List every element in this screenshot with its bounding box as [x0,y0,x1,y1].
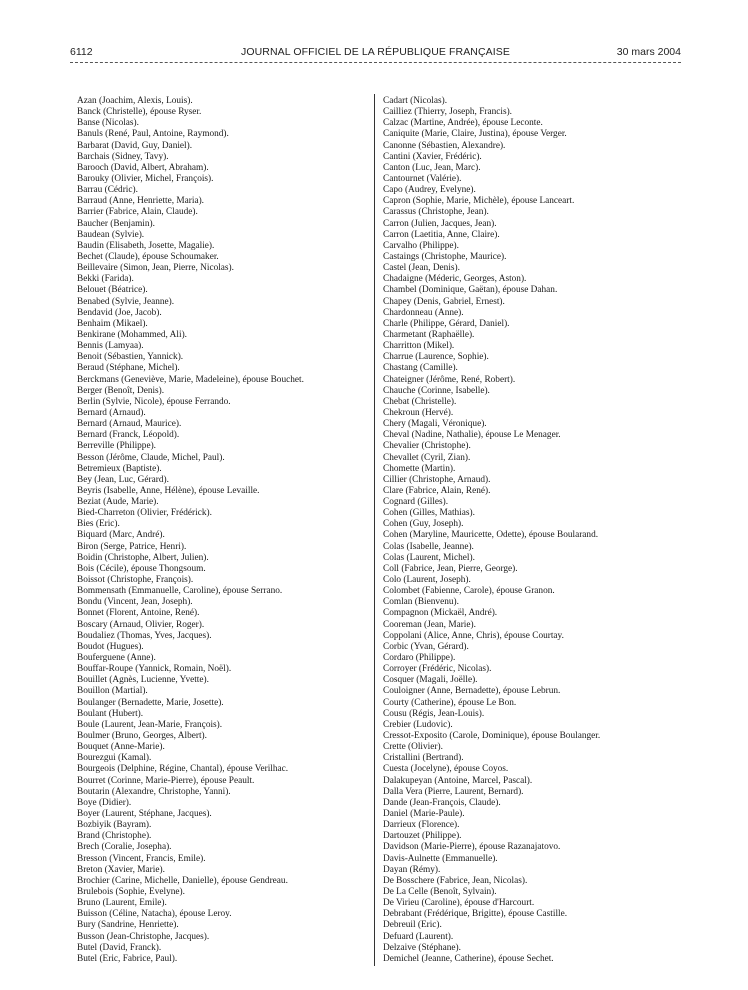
name-entry: Bourgeois (Delphine, Régine, Chantal), épouse Verilhac. [77,764,289,775]
name-entry: Benabed (Sylvie, Jeanne). [77,296,175,307]
name-entry: De Virieu (Caroline), épouse d'Harcourt. [383,898,535,909]
name-entry: Bozbiyik (Bayram). [77,820,152,831]
name-entry: Davidson (Marie-Pierre), épouse Razanajatovo. [383,842,561,853]
name-entry: Boidin (Christophe, Albert, Julien). [77,552,209,563]
name-entry: Chastang (Camille). [383,363,458,374]
name-entry: Barrier (Fabrice, Alain, Claude). [77,207,198,218]
name-entry: Chomette (Martin). [383,463,456,474]
name-entry: Cristallini (Bertrand). [383,753,464,764]
name-entry: Dartouzet (Philippe). [383,831,462,842]
name-entry: Bourezgui (Kamal). [77,753,152,764]
name-entry: Cailliez (Thierry, Joseph, Francis). [383,107,512,118]
page-header [70,44,681,62]
name-entry: Barchais (Sidney, Tavy). [77,151,169,162]
name-entry: Boulanger (Bernadette, Marie, Josette). [77,697,224,708]
name-entry: Bury (Sandrine, Henriette). [77,920,179,931]
column-divider [374,94,375,966]
name-entry: Baudean (Sylvie). [77,229,145,240]
name-entry: Beyris (Isabelle, Anne, Hélène), épouse Levaille. [77,485,260,496]
journal-title: JOURNAL OFFICIEL DE LA RÉPUBLIQUE FRANÇAISE [241,46,510,58]
name-entry: Benkirane (Mohammed, Ali). [77,329,187,340]
name-entry: Bouquet (Anne-Marie). [77,742,165,753]
name-entry: Clare (Fabrice, Alain, René). [383,485,491,496]
name-entry: Bendavid (Joe, Jacob). [77,307,162,318]
name-entry: Canton (Luc, Jean, Marc). [383,162,481,173]
name-entry: Brech (Coralie, Josepha). [77,842,172,853]
name-entry: Beillevaire (Simon, Jean, Pierre, Nicolas). [77,263,234,274]
name-entry: Bruno (Laurent, Emile). [77,898,167,909]
name-entry: Bernard (Arnaud, Maurice). [77,419,182,430]
name-entry: Cillier (Christophe, Arnaud). [383,474,491,485]
name-entry: Azan (Joachim, Alexis, Louis). [77,96,193,106]
name-entry: Belouet (Béatrice). [77,285,148,296]
name-entry: Castaings (Christophe, Maurice). [383,251,507,262]
name-entry: Bechet (Claude), épouse Schoumaker. [77,251,219,262]
name-entry: Dalla Vera (Pierre, Laurent, Bernard). [383,786,524,797]
name-entry: Chery (Magali, Véronique). [383,419,487,430]
name-entry: Cohen (Guy, Joseph). [383,519,464,530]
name-entry: Boye (Didier). [77,797,132,808]
name-entry: Colo (Laurent, Joseph). [383,575,471,586]
name-entry: Coll (Fabrice, Jean, Pierre, George). [383,563,518,574]
name-entry: Boulmer (Bruno, Georges, Albert). [77,731,207,742]
name-entry: Chebat (Christelle). [383,396,457,407]
name-entry: Castel (Jean, Denis). [383,263,460,274]
name-entry: Darrieux (Florence). [383,820,460,831]
name-entry: Biron (Serge, Patrice, Henri). [77,541,187,552]
name-entry: Banck (Christelle), épouse Ryser. [77,107,202,118]
name-entry: Cheval (Nadine, Nathalie), épouse Le Menager. [383,430,561,441]
name-entry: Berreville (Philippe). [77,441,157,452]
name-entry: Cantini (Xavier, Frédéric). [383,151,482,162]
name-entry: Biquard (Marc, André). [77,530,165,541]
name-entry: Chevalier (Christophe). [383,441,471,452]
name-entry: Calzac (Martine, Andrée), épouse Leconte. [383,118,543,129]
name-entry: Boudaliez (Thomas, Yves, Jacques). [77,630,212,641]
name-entry: Bonnet (Florent, Antoine, René). [77,608,200,619]
name-entry: Chambel (Dominique, Gaëtan), épouse Dahan. [383,285,558,296]
left-column [77,96,377,965]
name-entry: Charmetant (Raphaëlle). [383,329,475,340]
name-entry: Boudot (Hugues). [77,641,144,652]
name-entry: Barbarat (David, Guy, Daniel). [77,140,193,151]
name-entry: Bresson (Vincent, Francis, Emile). [77,853,206,864]
name-entry: Bouferguene (Anne). [77,653,156,664]
name-entry: Bouillon (Martial). [77,686,148,697]
name-entry: Buisson (Céline, Natacha), épouse Leroy. [77,909,232,920]
name-entry: Capron (Sophie, Marie, Michèle), épouse Lanceart. [383,196,575,207]
name-entry: Bey (Jean, Luc, Gérard). [77,474,169,485]
issue-date: 30 mars 2004 [616,46,681,58]
name-entry: Courty (Catherine), épouse Le Bon. [383,697,517,708]
name-entry: Colas (Laurent, Michel). [383,552,475,563]
name-entry: Cousu (Régis, Jean-Louis). [383,708,485,719]
name-entry: Benoit (Sébastien, Yannick). [77,352,184,363]
name-entry: Bekki (Farida). [77,274,134,285]
name-entry: Daniel (Marie-Paule). [383,809,465,819]
name-entry: Cadart (Nicolas). [383,96,448,106]
name-entry: Caniquite (Marie, Claire, Justina), épouse Verger. [383,129,567,140]
name-entry: Chevallet (Cyril, Zian). [383,452,471,463]
name-entry: Comlan (Bienvenu). [383,597,459,608]
name-entry: Bied-Charreton (Olivier, Frédérick). [77,508,212,519]
name-entry: Couloigner (Anne, Bernadette), épouse Lebrun. [383,686,561,697]
name-entry: Dande (Jean-François, Claude). [383,797,501,808]
name-entry: Barrau (Cédric). [77,185,138,196]
name-entry: Capo (Audrey, Evelyne). [383,185,476,196]
name-entry: Delzaive (Stéphane). [383,942,461,953]
name-entry: Cohen (Maryline, Mauricette, Odette), épouse Boularand. [383,530,599,541]
name-entry: Cognard (Gilles). [383,497,449,508]
name-entry: Carassus (Christophe, Jean). [383,207,489,218]
name-entry: Chateigner (Jérôme, René, Robert). [383,374,516,385]
name-entry: De Bosschere (Fabrice, Jean, Nicolas). [383,875,528,886]
name-entry: Betremieux (Baptiste). [77,463,162,474]
name-entry: Cressot-Exposito (Carole, Dominique), épouse Boulanger. [383,731,601,742]
name-entry: Brulebois (Sophie, Evelyne). [77,886,185,897]
name-entry: Boissot (Christophe, François). [77,575,194,586]
name-entry: Baucher (Benjamin). [77,218,155,229]
name-entry: Besson (Jérôme, Claude, Michel, Paul). [77,452,225,463]
name-entry: Corroyer (Frédéric, Nicolas). [383,664,492,675]
name-entry: Chadaigne (Méderic, Georges, Aston). [383,274,527,285]
name-entry: Butel (David, Franck). [77,942,162,953]
name-entry: Brand (Christophe). [77,831,152,842]
name-entry: Dayan (Rémy). [383,864,441,875]
name-entry: Brochier (Carine, Michelle, Danielle), épouse Gendreau. [77,875,288,886]
name-entry: Boscary (Arnaud, Olivier, Roger). [77,619,205,630]
page-number: 6112 [70,46,93,58]
name-entry: De La Celle (Benoît, Sylvain). [383,886,497,897]
name-entry: Carron (Julien, Jacques, Jean). [383,218,497,229]
name-entry: Bernard (Arnaud). [77,407,146,418]
name-entry: Boule (Laurent, Jean-Marie, François). [77,719,223,730]
name-entry: Bondu (Vincent, Jean, Joseph). [77,597,193,608]
name-entry: Butel (Eric, Fabrice, Paul). [77,953,178,964]
name-entry: Beraud (Stéphane, Michel). [77,363,180,374]
right-column [383,96,683,965]
name-entry: Coppolani (Alice, Anne, Chris), épouse Courtay. [383,630,564,641]
name-entry: Cohen (Gilles, Mathias). [383,508,475,519]
name-entry: Bies (Eric). [77,519,120,530]
name-entry: Boutarin (Alexandre, Christophe, Yanni). [77,786,231,797]
name-entry: Bourret (Corinne, Marie-Pierre), épouse Peault. [77,775,255,786]
name-entry: Chapey (Denis, Gabriel, Ernest). [383,296,505,307]
name-entry: Crebier (Ludovic). [383,719,453,730]
name-entry: Chauche (Corinne, Isabelle). [383,385,490,396]
name-entry: Boulant (Hubert). [77,708,144,719]
name-entry: Debreuil (Eric). [383,920,442,931]
name-entry: Crette (Olivier). [383,742,443,753]
name-entry: Baudin (Elisabeth, Josette, Magalie). [77,240,215,251]
name-entry: Charle (Philippe, Gérard, Daniel). [383,318,510,329]
name-entry: Barraud (Anne, Henriette, Maria). [77,196,205,207]
name-entry: Chekroun (Hervé). [383,407,454,418]
name-entry: Bouffar-Roupe (Yannick, Romain, Noël). [77,664,232,675]
header-rule [70,62,681,63]
name-entry: Demichel (Jeanne, Catherine), épouse Sechet. [383,953,554,964]
name-entry: Bois (Cécile), épouse Thongsoum. [77,563,206,574]
name-entry: Beziat (Aude, Marie). [77,497,159,508]
name-entry: Bommensath (Emmanuelle, Caroline), épouse Serrano. [77,586,283,597]
name-entry: Carron (Laetitia, Anne, Claire). [383,229,500,240]
name-entry: Berger (Benoît, Denis). [77,385,165,396]
name-entry: Chardonneau (Anne). [383,307,464,318]
name-entry: Cosquer (Magali, Joëlle). [383,675,478,686]
name-entry: Busson (Jean-Christophe, Jacques). [77,931,210,942]
name-entry: Charritton (Mikel). [383,341,455,352]
name-entry: Bennis (Lamyaa). [77,341,144,352]
name-entry: Bernard (Franck, Léopold). [77,430,180,441]
name-entry: Cordaro (Philippe). [383,653,456,664]
name-entry: Cuesta (Jocelyne), épouse Coyos. [383,764,509,775]
name-entry: Berlin (Sylvie, Nicole), épouse Ferrando. [77,396,231,407]
name-entry: Corbic (Yvan, Gérard). [383,641,469,652]
name-entry: Debrabant (Frédérique, Brigitte), épouse Castille. [383,909,568,920]
name-entry: Charrue (Laurence, Sophie). [383,352,489,363]
name-entry: Colas (Isabelle, Jeanne). [383,541,474,552]
name-entry: Carvalho (Philippe). [383,240,459,251]
name-entry: Barooch (David, Albert, Abraham). [77,162,209,173]
name-entry: Barouky (Olivier, Michel, François). [77,173,214,184]
name-entry: Berckmans (Geneviève, Marie, Madeleine), épouse Bouchet. [77,374,304,385]
name-entry: Cooreman (Jean, Marie). [383,619,476,630]
name-entry: Benhaim (Mikael). [77,318,148,329]
name-entry: Breton (Xavier, Marie). [77,864,165,875]
name-entry: Compagnon (Mickaël, André). [383,608,498,619]
name-entry: Boyer (Laurent, Stéphane, Jacques). [77,809,212,819]
name-entry: Bouillet (Agnès, Lucienne, Yvette). [77,675,209,686]
name-entry: Defuard (Laurent). [383,931,454,942]
name-entry: Cantournet (Valérie). [383,173,462,184]
name-entry: Colombet (Fabienne, Carole), épouse Granon. [383,586,555,597]
name-entry: Dalakupeyan (Antoine, Marcel, Pascal). [383,775,533,786]
name-entry: Banuls (René, Paul, Antoine, Raymond). [77,129,229,140]
name-entry: Canonne (Sébastien, Alexandre). [383,140,506,151]
name-entry: Banse (Nicolas). [77,118,139,129]
name-entry: Davis-Aulnette (Emmanuelle). [383,853,498,864]
